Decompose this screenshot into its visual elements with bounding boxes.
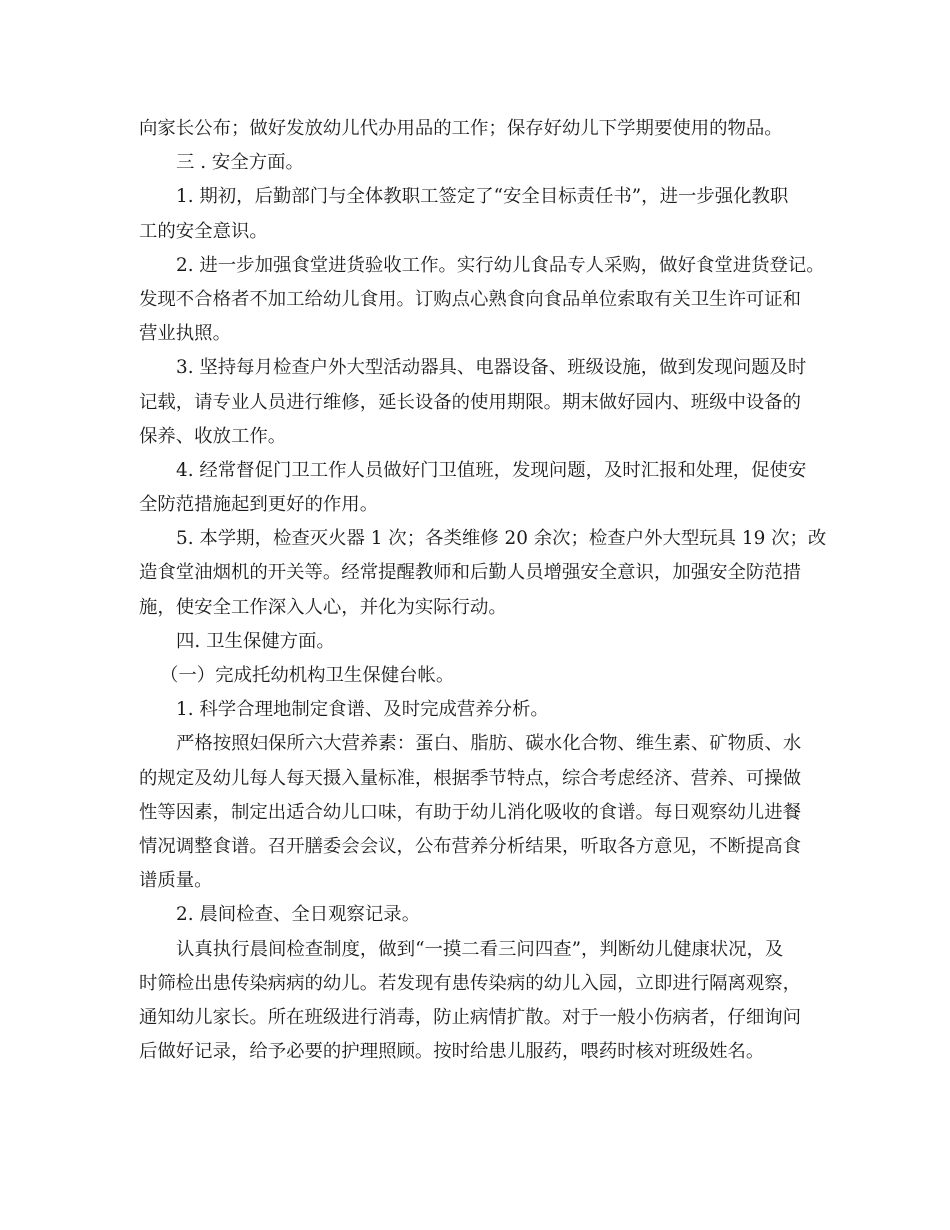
text-line: 记载，请专业人员进行维修，延长设备的使用期限。期末做好园内、班级中设备的 (139, 391, 802, 413)
text-line: 发现不合格者不加工给幼儿食用。订购点心熟食向食品单位索取有关卫生许可证和 (139, 288, 802, 310)
text-line: 3. 坚持每月检查户外大型活动器具、电器设备、班级设施，做到发现问题及时 (176, 357, 807, 379)
text-line: 工的安全意识。 (139, 220, 268, 242)
text-line: 保养、收放工作。 (139, 425, 287, 447)
text-line: 严格按照妇保所六大营养素：蛋白、脂肪、碳水化合物、维生素、矿物质、水 (176, 733, 802, 755)
text-line: 时筛检出患传染病病的幼儿。若发现有患传染病的幼儿入园，立即进行隔离观察， (139, 972, 802, 994)
text-line: 向家长公布；做好发放幼儿代办用品的工作；保存好幼儿下学期要使用的物品。 (139, 118, 783, 139)
text-line: 4. 经常督促门卫工作人员做好门卫值班，发现问题，及时汇报和处理，促使安 (176, 459, 807, 481)
text-line: 1. 期初，后勤部门与全体教职工签定了“安全目标责任书”，进一步强化教职 (176, 186, 789, 208)
section-heading-safety: 三 . 安全方面。 (176, 152, 304, 174)
text-line: 2. 进一步加强食堂进货验收工作。实行幼儿食品专人采购，做好食堂进货登记。 (176, 254, 825, 276)
text-line: 谱质量。 (139, 870, 213, 892)
text-line: 营业执照。 (139, 323, 231, 345)
text-line: 认真执行晨间检查制度，做到“一摸二看三问四查”，判断幼儿健康状况，及 (176, 938, 784, 960)
document-body (139, 112, 829, 1069)
text-line: 施，使安全工作深入人心，并化为实际行动。 (139, 596, 507, 618)
section-heading-health: 四. 卫生保健方面。 (176, 630, 335, 652)
text-line: 全防范措施起到更好的作用。 (139, 494, 379, 516)
text-line: 情况调整食谱。召开膳委会会议，公布营养分析结果，听取各方意见，不断提高食 (139, 835, 802, 857)
text-line: 通知幼儿家长。所在班级进行消毒，防止病情扩散。对于一般小伤病者，仔细询问 (139, 1006, 802, 1028)
text-line: 后做好记录，给予必要的护理照顾。按时给患儿服药，喂药时核对班级姓名。 (139, 1041, 765, 1063)
text-line: 2. 晨间检查、全日观察记录。 (176, 904, 421, 926)
text-line: 造食堂油烟机的开关等。经常提醒教师和后勤人员增强安全意识，加强安全防范措 (139, 562, 802, 584)
subsection-heading: （一）完成托幼机构卫生保健台帐。 (160, 665, 455, 686)
text-line: 性等因素，制定出适合幼儿口味，有助于幼儿消化吸收的食谱。每日观察幼儿进餐 (139, 801, 802, 823)
text-line: 的规定及幼儿每人每天摄入量标准，根据季节特点，综合考虑经济、营养、可操做 (139, 767, 802, 789)
text-line: 5. 本学期，检查灭火器 1 次；各类维修 20 余次；检查户外大型玩具 19 次；改 (176, 528, 827, 550)
text-line: 1. 科学合理地制定食谱、及时完成营养分析。 (176, 699, 549, 721)
